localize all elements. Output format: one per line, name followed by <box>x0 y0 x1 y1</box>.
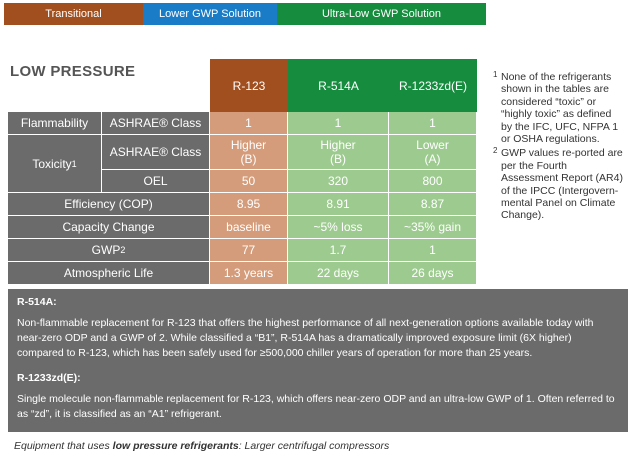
cell-gwp-r1233zd: 1 <box>389 239 477 262</box>
footnote-1-number: 1 <box>493 70 498 79</box>
cell-efficiency-r123: 8.95 <box>210 193 288 216</box>
gwp-label-text: GWP <box>91 243 121 257</box>
footnote-1 <box>495 71 625 145</box>
toxicity-label-text: Toxicity <box>32 156 72 171</box>
cell-gwp-r123: 77 <box>210 239 288 262</box>
cell-toxicity-ashrae-r514a: Higher (B) <box>288 135 389 170</box>
row-label-efficiency: Efficiency (COP) <box>8 193 210 216</box>
footer-caption <box>14 440 389 452</box>
cell-life-r1233zd: 26 days <box>389 262 477 285</box>
cell-life-r123: 1.3 years <box>210 262 288 285</box>
row-label-toxicity: Toxicity 1 <box>8 135 102 193</box>
cell-toxicity-ashrae-r123: Higher (B) <box>210 135 288 170</box>
cell-capacity-r123: baseline <box>210 216 288 239</box>
footnote-2-text: GWP values re-ported are per the Fourth Assessment Report (AR4) of the IPCC (Intergovern-mental Panel on Climate Change). <box>501 147 623 222</box>
cell-oel-r514a: 320 <box>288 170 389 193</box>
r1233zd-description: Single molecule non-flammable replacement for R-123, which offers near-zero ODP and an ultra-low GWP of 1. Often referred to as “zd”, it is classified as an “A1” refrigerant. <box>17 393 615 420</box>
footer-bold: low pressure refrigerants <box>112 440 239 452</box>
cell-flammability-r1233zd: 1 <box>389 112 477 135</box>
legend-lower-gwp: Lower GWP Solution <box>143 3 277 25</box>
cell-oel-r1233zd: 800 <box>389 170 477 193</box>
sub-label-ashrae-class: ASHRAE® Class <box>102 112 210 135</box>
footer-prefix: Equipment that uses <box>14 440 113 452</box>
cell-gwp-r514a: 1.7 <box>288 239 389 262</box>
cell-efficiency-r514a: 8.91 <box>288 193 389 216</box>
sub-label-toxicity-ashrae: ASHRAE® Class <box>102 135 210 170</box>
footnote-1-text: None of the refrigerants shown in the tables are considered “toxic” or “highly toxic” as defined by the IFC, UFC, NFPA 1 or OSHA regulations. <box>501 71 619 146</box>
cell-capacity-r1233zd: ~35% gain <box>389 216 477 239</box>
row-label-atmospheric-life: Atmospheric Life <box>8 262 210 285</box>
row-label-capacity: Capacity Change <box>8 216 210 239</box>
footnotes <box>495 71 625 224</box>
r514a-description: Non-flammable replacement for R-123 that offers the highest performance of all next-generation options available today with near-zero ODP and a GWP of 2. While classified a “B1”, R-514A has a dramatically improved exposure limit (6X higher) compared to R-123, which has been safely used for ≥500,000 chiller years of operation for more than 25 years. <box>17 317 594 359</box>
r514a-heading: R-514A: <box>17 296 57 308</box>
legend-ultra-low-gwp: Ultra-Low GWP Solution <box>277 3 486 25</box>
cell-flammability-r123: 1 <box>210 112 288 135</box>
description-panel <box>8 289 628 432</box>
r1233zd-heading: R-1233zd(E): <box>17 372 81 384</box>
row-label-gwp: GWP 2 <box>8 239 210 262</box>
legend-transitional: Transitional <box>4 3 143 25</box>
cell-capacity-r514a: ~5% loss <box>288 216 389 239</box>
column-header-r1233zd: R-1233zd(E) <box>389 59 477 112</box>
cell-flammability-r514a: 1 <box>288 112 389 135</box>
cell-efficiency-r1233zd: 8.87 <box>389 193 477 216</box>
cell-oel-r123: 50 <box>210 170 288 193</box>
row-label-flammability: Flammability <box>8 112 102 135</box>
column-header-r123: R-123 <box>210 59 288 112</box>
column-header-r514a: R-514A <box>288 59 389 112</box>
footnote-2-number: 2 <box>493 146 498 156</box>
footer-suffix: : Larger centrifugal compressors <box>238 440 390 452</box>
cell-toxicity-ashrae-r1233zd: Lower (A) <box>389 135 477 170</box>
footnote-2 <box>495 147 625 221</box>
sub-label-oel: OEL <box>102 170 210 193</box>
page-title: LOW PRESSURE <box>10 63 136 80</box>
cell-life-r514a: 22 days <box>288 262 389 285</box>
